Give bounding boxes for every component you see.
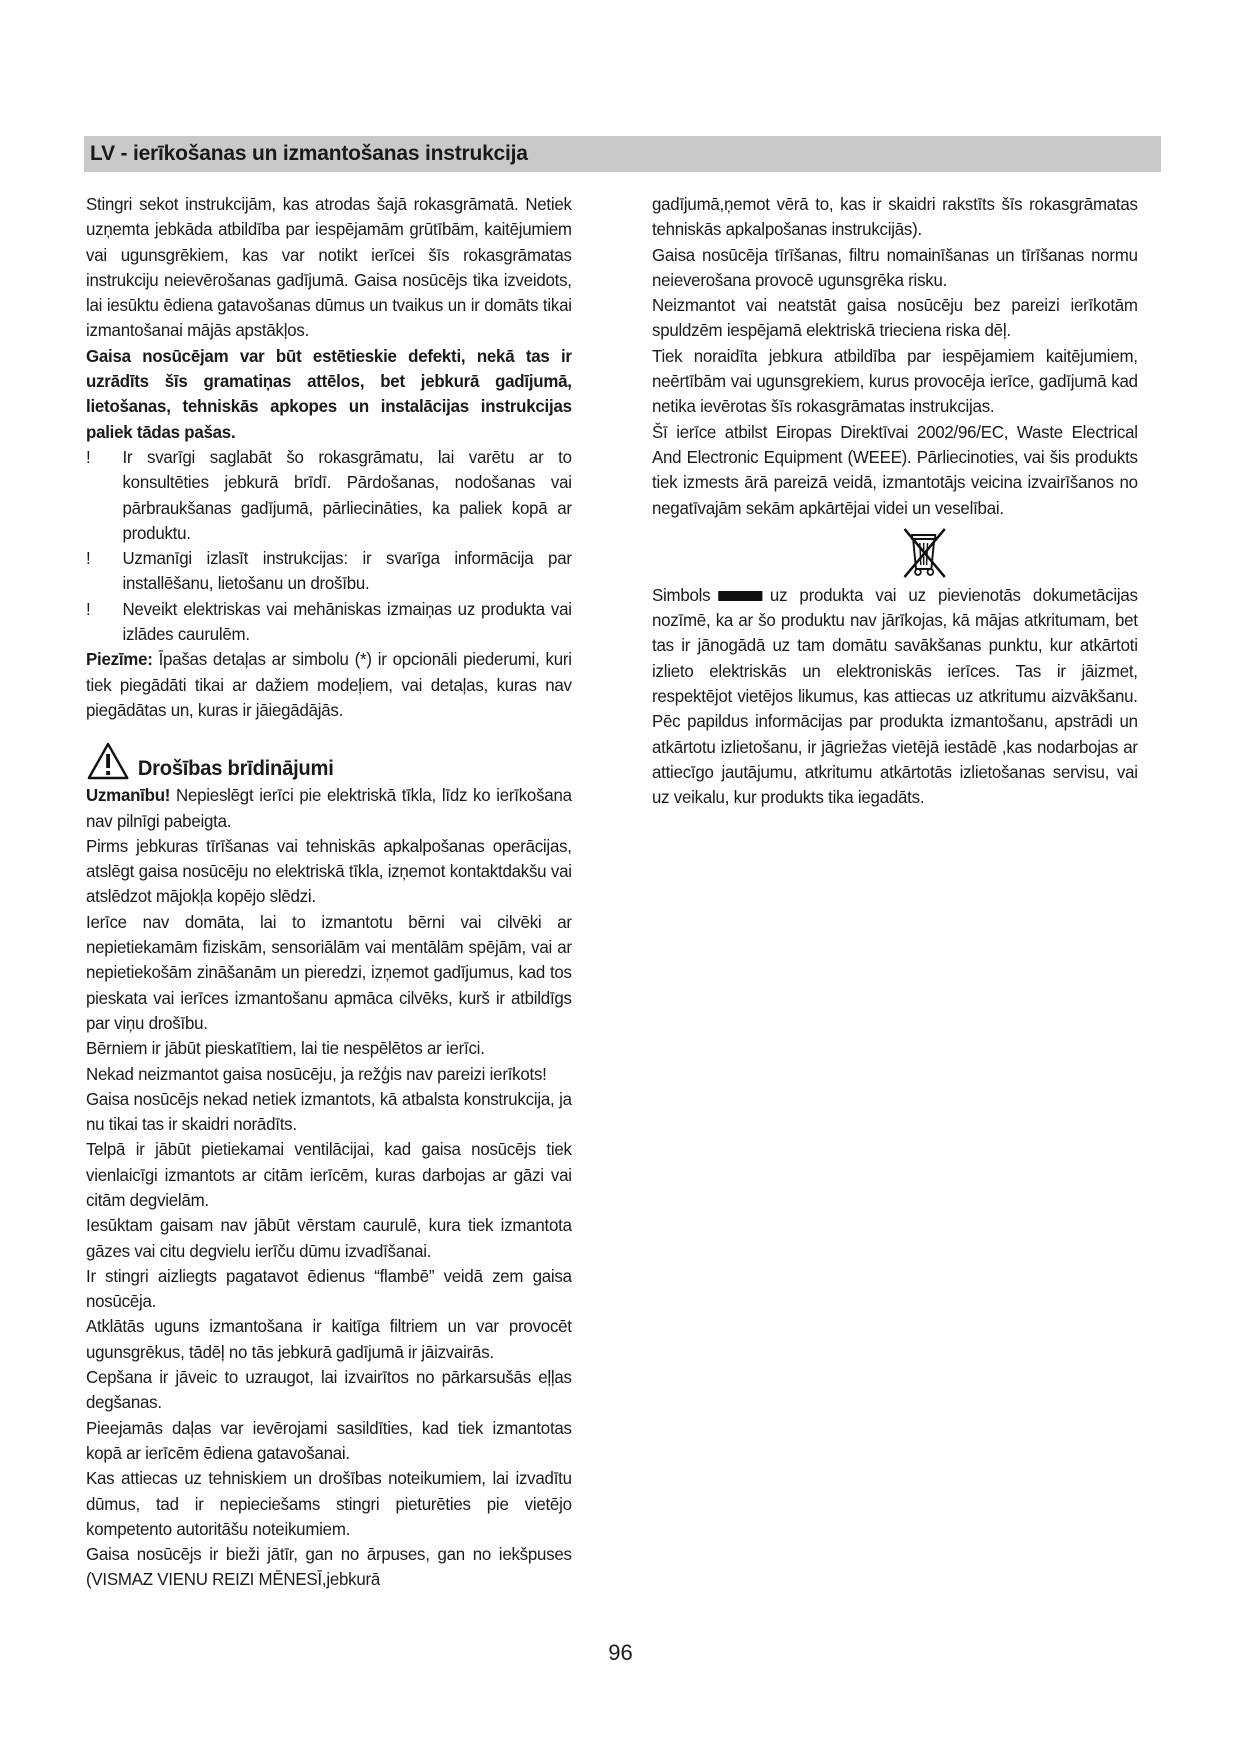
safety-paragraph: Ierīce nav domāta, lai to izmantotu bērni vai cilvēki ar nepietiekamām fiziskām, sensoriālām vai mentālām spējām, vai ar nepietiekošām zināšanām un pieredzi, izņemot gadījumus, kad tos pieskata vai ierīces izmantošanu apmāca cilvēks, kurš ir atbildīgs par viņu drošību. [86, 911, 572, 1033]
crossed-out-wheelie-bin-icon [895, 523, 953, 581]
attention-paragraph [86, 783, 572, 834]
note-text: Īpašas detaļas ar simbolu (*) ir opcionāli piederumi, kuri tiek piegādāti tikai ar dažiem modeļiem, vai detaļas, kuras nav piegādātas un, kuras ir jāiegādājās. [86, 649, 572, 720]
weee-symbol-wrap [652, 523, 1138, 581]
exclamation-mark-icon: ! [86, 446, 91, 467]
symbol-text: uz produkta vai uz pievienotās dokumetācijas nozīmē, ka ar šo produktu nav jārīkojas, kā mājas atkritumam, bet tas ir jānogādā uz tam domātu savākšanas punktu, kur atkārtoti izlieto elektriskās un elektroniskās ierīces. Tas ir jāizmet, respektējot vietējos likumus, kas attiecas uz atkritumu aizvākšanu. Pēc papildus informācijas par produkta izmantošanu, apstrādi un atkārtotu izlietošanu, ir jāgriežas vietējā iestādē ,kas nodarbojas ar attiecīgo jautājumu, atkritumu atkārtotās izlietošanas servisu, vai uz veikalu, kur produkts tika iegadāts. [652, 584, 1138, 808]
note-paragraph [86, 647, 572, 723]
right-paragraph: Neizmantot vai neatstāt gaisa nosūcēju bez pareizi ierīkotām spuldzēm iespējamā elektriskā trieciena riska dēļ. [652, 295, 1138, 341]
bold-notice: Gaisa nosūcējam var būt estētieskie defekti, nekā tas ir uzrādīts šīs gramatiņas attēlos, bet jebkurā gadījumā, lietošanas, tehniskās apkopes un instalācijas instrukcijas paliek tādas pašas. [86, 345, 572, 442]
safety-paragraph: Ir stingri aizliegts pagatavot ēdienus “flambē” veidā zem gaisa nosūcēja. [86, 1265, 572, 1312]
section-header-bar [84, 136, 1161, 172]
exclamation-mark-icon: ! [86, 598, 91, 619]
safety-paragraph: Pieejamās daļas var ievērojami sasildīties, kad tiek izmantotas kopā ar ierīcēm ēdiena gatavošanai. [86, 1417, 572, 1463]
safety-paragraph: Atklātās uguns izmantošana ir kaitīga filtriem un var provocēt ugunsgrēkus, tādēļ no tās jebkurā gadījumā ir jāizvairās. [86, 1316, 572, 1362]
attention-label: Uzmanību! [86, 785, 171, 806]
bullet-text: Ir svarīgi saglabāt šo rokasgrāmatu, lai varētu ar to konsultēties jebkurā brīdī. Pārdošanas, nodošanas vai pārbraukšanas gadījumā, pārliecināties, ka paliek kopā ar produktu. [122, 446, 572, 543]
bullet-item [86, 597, 572, 648]
right-column [652, 192, 1138, 811]
safety-paragraph: Gaisa nosūcējs ir bieži jātīr, gan no ārpuses, gan no iekšpuses (VISMAZ VIENU REIZI MĒNESĪ,jebkurā [86, 1544, 572, 1590]
right-paragraph: Gaisa nosūcēja tīrīšanas, filtru nomainīšanas un tīrīšanas normu neieverošana provocē ugunsgrēka risku. [652, 244, 1138, 290]
safety-paragraph: Bērniem ir jābūt pieskatītiem, lai tie nespēlētos ar ierīci. [86, 1038, 485, 1059]
safety-paragraph: Telpā ir jābūt pietiekamai ventilācijai, kad gaisa nosūcējs tiek vienlaicīgi izmantots ar citām ierīcēm, kuras darbojas ar gāzi vai citām degvielām. [86, 1139, 572, 1210]
safety-paragraph: Kas attiecas uz tehniskiem un drošības noteikumiem, lai izvadītu dūmus, tad ir nepieciešams stingri pieturēties pie vietējo kompetento autoritāšu noteikumiem. [86, 1468, 572, 1539]
symbol-paragraph [652, 583, 1138, 811]
bullet-item [86, 546, 572, 597]
left-column [86, 192, 572, 1593]
symbol-label: Simbols [652, 584, 711, 605]
bullet-text: Neveikt elektriskas vai mehāniskas izmaiņas uz produkta vai izlādes caurulēm. [122, 598, 572, 645]
safety-heading [86, 741, 572, 781]
safety-paragraph: Nekad neizmantot gaisa nosūcēju, ja režģis nav pareizi ierīkots! [86, 1063, 547, 1084]
safety-paragraph: Pirms jebkuras tīrīšanas vai tehniskās apkalpošanas operācijas, atslēgt gaisa nosūcēju no elektriskā tīkla, izņemot kontaktdakšu vai atslēdzot mājokļa kopējo slēdzi. [86, 835, 572, 907]
safety-title: Drošības brīdinājumi [137, 756, 334, 780]
exclamation-mark-icon: ! [86, 548, 91, 569]
safety-paragraph: Gaisa nosūcējs nekad netiek izmantots, kā atbalsta konstrukcija, ja nu tikai tas ir skaidri norādīts. [86, 1088, 572, 1135]
right-paragraph: gadījumā,ņemot vērā to, kas ir skaidri rakstīts šīs rokasgrāmatas tehniskās apkalpošanas instrukcijās). [652, 194, 1138, 240]
black-bar-symbol-icon [718, 591, 762, 601]
safety-paragraph: Iesūktam gaisam nav jābūt vērstam caurulē, kura tiek izmantota gāzes vai citu degvielu ierīču dūmu izvadīšanai. [86, 1215, 572, 1261]
intro-paragraph: Stingri sekot instrukcijām, kas atrodas šajā rokasgrāmatā. Netiek uzņemta jebkāda atbildība par iespējamām grūtībām, kaitējumiem vai ugunsgrēkiem, kas var notikt ierīcei šīs rokasgrāmatas instrukciju neievērošanas gadījumā. Gaisa nosūcējs tika izveidots, lai iesūktu ēdiena gatavošanas dūmus un tvaikus un ir domāts tikai izmantošanai mājās apstākļos. [86, 194, 572, 341]
bullet-text: Uzmanīgi izlasīt instrukcijas: ir svarīga informācija par installēšanu, lietošanu un drošību. [122, 548, 572, 594]
warning-triangle-icon [86, 741, 130, 781]
page-number: 96 [608, 1640, 633, 1665]
attention-text: Nepieslēgt ierīci pie elektriskā tīkla, līdz ko ierīkošana nav pilnīgi pabeigta. [86, 785, 572, 831]
bullet-item [86, 445, 572, 546]
right-paragraph: Šī ierīce atbilst Eiropas Direktīvai 2002/96/EC, Waste Electrical And Electronic Equipment (WEEE). Pārliecinoties, vai šis produkts tiek izmests ārā pareizā veidā, izmantotājs veicina izvairīšanos no negatīvajām sekām apkārtējai videi un veselībai. [652, 421, 1138, 518]
note-label: Piezīme: [86, 649, 153, 670]
safety-paragraph: Cepšana ir jāveic to uzraugot, lai izvairītos no pārkarsušās eļļas degšanas. [86, 1367, 572, 1413]
right-paragraph: Tiek noraidīta jebkura atbildība par iespējamiem kaitējumiem, neērtībām vai ugunsgrekiem, kurus provocēja ierīce, gadījumā kad netika ievērotas šīs rokasgrāmatas instrukcijas. [652, 345, 1138, 417]
section-title: LV - ierīkošanas un izmantošanas instrukcija [90, 142, 528, 165]
